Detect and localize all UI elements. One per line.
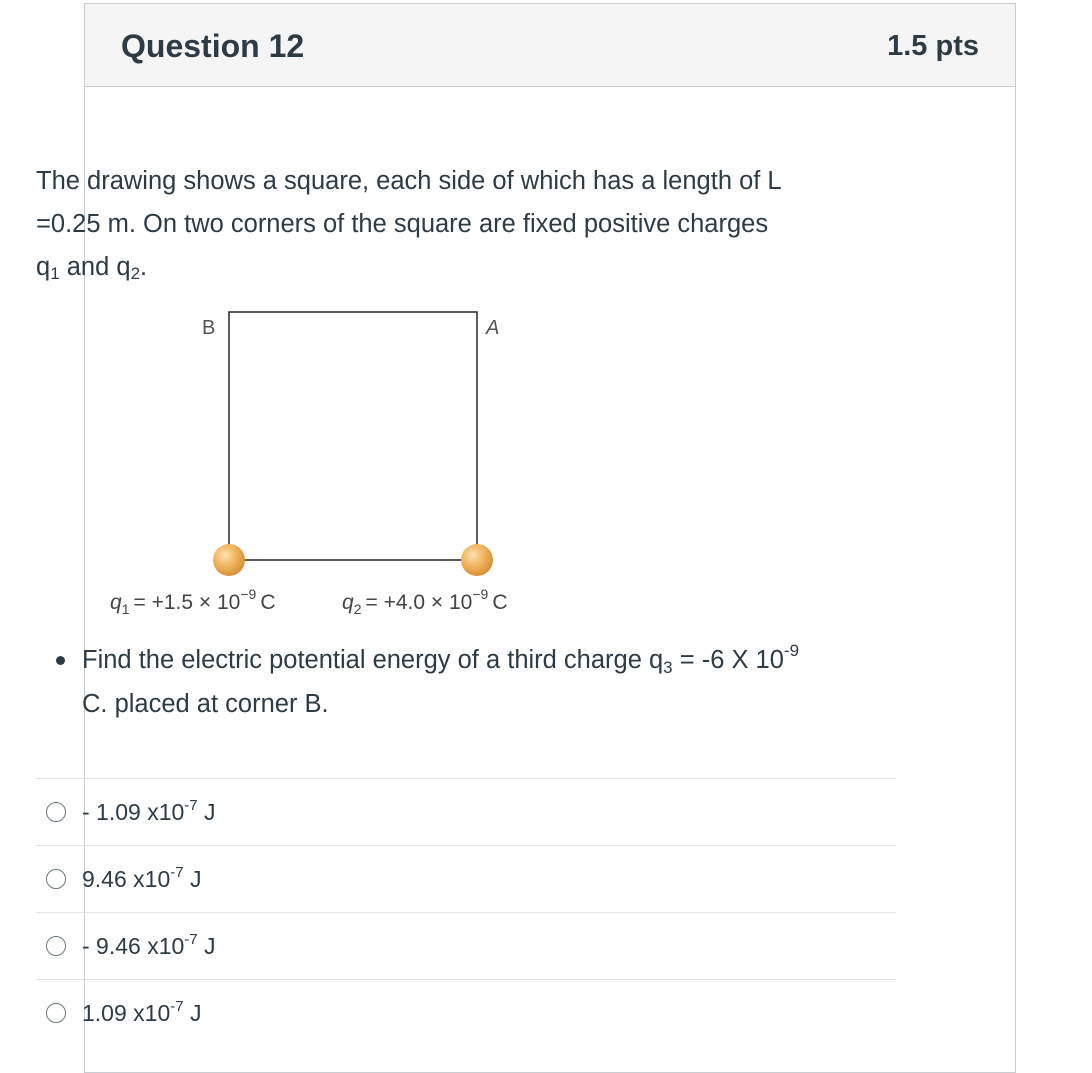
question-points: 1.5 pts: [887, 30, 979, 62]
answer-unit: J: [183, 865, 202, 892]
task-exponent: -9: [783, 641, 800, 660]
task-text-c: C. placed at corner B.: [82, 690, 329, 718]
q2-label-subscript: 2: [353, 601, 362, 616]
q2-subscript: 2: [130, 264, 141, 283]
charge-q2: [461, 544, 493, 576]
q2-label-exponent: −9: [472, 586, 489, 602]
task-list: [82, 638, 912, 726]
answer-unit: J: [197, 932, 216, 959]
question-title: Question 12: [121, 28, 305, 64]
answer-list: [36, 778, 896, 1046]
task-item: [82, 638, 912, 726]
answer-unit: J: [197, 798, 216, 825]
task-text-b: = -6 X 10: [672, 646, 784, 674]
prompt-end: .: [140, 253, 148, 281]
q1-value-label: [110, 586, 275, 616]
charge-q1: [213, 544, 245, 576]
bullet-icon: [56, 656, 65, 665]
question-prompt: [36, 160, 866, 289]
answer-text: [82, 997, 202, 1027]
q2-label-unit: C: [492, 591, 508, 614]
answer-base: - 9.46 x10: [82, 932, 185, 959]
corner-a-label: A: [486, 317, 500, 339]
radio-button[interactable]: [46, 869, 66, 889]
answer-text: [82, 930, 216, 960]
answer-option-2[interactable]: [36, 845, 896, 912]
prompt-and: and: [59, 253, 117, 281]
q2-value-label: [342, 586, 507, 616]
answer-base: 9.46 x10: [82, 865, 171, 892]
answer-option-3[interactable]: [36, 912, 896, 979]
square-outline: [229, 312, 477, 560]
q1-label-value: = +1.5 × 10: [133, 591, 241, 614]
radio-button[interactable]: [46, 802, 66, 822]
answer-exponent: -7: [170, 997, 184, 1015]
q1-label-subscript: 1: [121, 601, 130, 616]
q3-subscript: 3: [663, 658, 673, 677]
prompt-line-2: =0.25 m. On two corners of the square are fixed positive charges: [36, 210, 769, 238]
answer-exponent: -7: [184, 930, 198, 948]
corner-b-label: B: [202, 317, 216, 339]
task-text-a: Find the electric potential energy of a third charge q: [82, 646, 664, 674]
answer-option-1[interactable]: [36, 778, 896, 845]
answer-exponent: -7: [170, 863, 184, 881]
q1-label-unit: C: [260, 591, 276, 614]
q2-label-symbol: q: [342, 591, 354, 614]
answer-unit: J: [183, 999, 202, 1026]
prompt-line-3: [36, 246, 866, 289]
q2-label-value: = +4.0 × 10: [365, 591, 473, 614]
radio-button[interactable]: [46, 1003, 66, 1023]
q1-subscript: 1: [50, 264, 60, 283]
radio-button[interactable]: [46, 936, 66, 956]
square-diagram-svg: [110, 306, 610, 616]
answer-text: [82, 863, 202, 893]
q1-label-exponent: −9: [240, 586, 257, 602]
answer-base: 1.09 x10: [82, 999, 171, 1026]
question-header: [85, 4, 1015, 87]
q1-symbol: q: [36, 253, 51, 281]
answer-exponent: -7: [184, 796, 198, 814]
q1-label-symbol: q: [110, 591, 122, 614]
answer-option-4[interactable]: [36, 979, 896, 1046]
square-diagram: [110, 306, 610, 616]
answer-base: - 1.09 x10: [82, 798, 185, 825]
q2-symbol: q: [116, 253, 131, 281]
prompt-line-1: The drawing shows a square, each side of which has a length of L: [36, 167, 782, 195]
answer-text: [82, 796, 216, 826]
